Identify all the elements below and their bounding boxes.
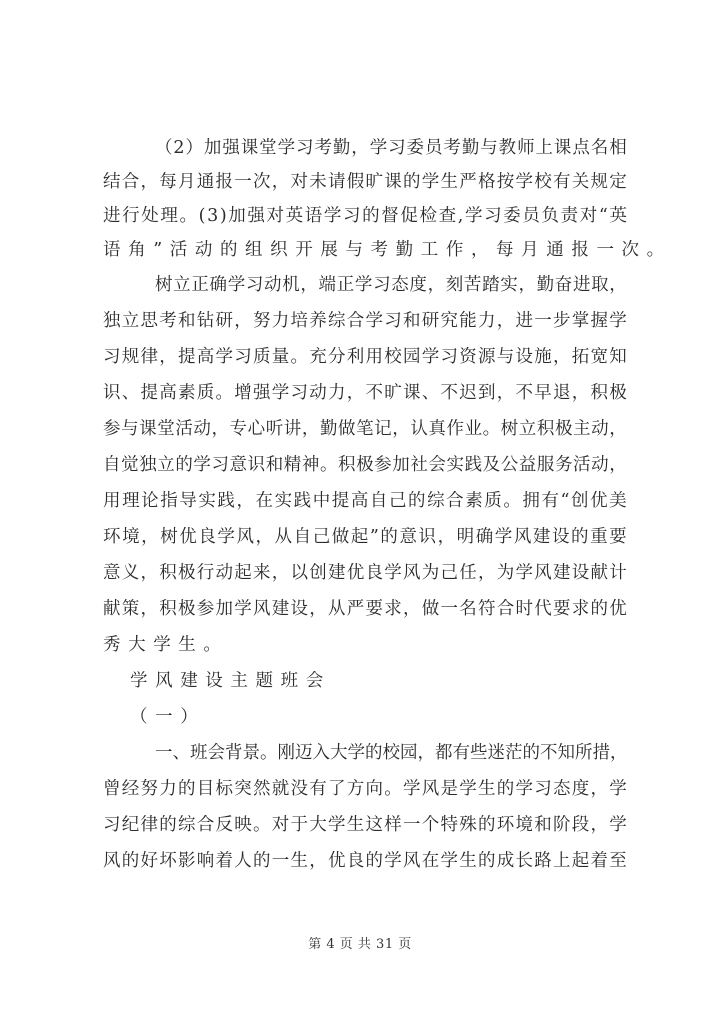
paragraph-line: （ 2 ） 加 强 课 堂 学 习 考 勤 ， 学 习 委 员 考 勤 与 教 师 上 课 点 名 相 xyxy=(155,138,627,158)
paragraph-line: 用 理 论 指 导 实 践 ， 在 实 践 中 提 高 自 己 的 综 合 素 质 。 拥 有 “ 创 优 美 xyxy=(103,491,627,511)
paragraph-line: 识 、 提 高 素 质 。 增 强 学 习 动 力 ， 不 旷 课 、 不 迟 到 ， 不 早 退 ， 积 极 xyxy=(103,383,627,403)
section-heading: 学风建设主题班会 xyxy=(130,671,331,691)
paragraph-line: 树 立 正 确 学 习 动 机 ， 端 正 学 习 态 度 ， 刻 苦 踏 实 ， 勤 奋 进 取 ， xyxy=(155,275,627,295)
paragraph-line: 风 的 好 坏 影 响 着 人 的 一 生 ， 优 良 的 学 风 在 学 生 的 成 长 路 上 起 着 至 xyxy=(103,851,627,871)
paragraph-line: 献 策 ， 积 极 参 加 学 风 建 设 ， 从 严 要 求 ， 做 一 名 符 合 时 代 要 求 的 优 xyxy=(103,599,627,619)
subsection-heading: （一） xyxy=(130,707,206,727)
paragraph-line: 习 纪 律 的 综 合 反 映 。 对 于 大 学 生 这 样 一 个 特 殊 的 环 境 和 阶 段 ， 学 xyxy=(103,815,627,835)
paragraph-line: 一 、 班 会 背 景 。 刚 迈 入 大 学 的 校 园 ， 都 有 些 迷 茫 的 不 知 所 措 ， xyxy=(155,743,628,763)
paragraph-line: 参 与 课 堂 活 动 ， 专 心 听 讲 ， 勤 做 笔 记 ， 认 真 作 业 。 树 立 积 极 主 动 ， xyxy=(103,419,627,439)
paragraph-line: 语角”活动的组织开展与考勤工作，每月通报一次。 xyxy=(103,240,672,260)
page-number: 第 4 页 共 31 页 xyxy=(308,937,412,952)
paragraph-line: 自 觉 独 立 的 学 习 意 识 和 精 神 。 积 极 参 加 社 会 实 践 及 公 益 服 务 活 动 ， xyxy=(103,455,627,475)
paragraph-line: 习 规 律 ， 提 高 学 习 质 量 。 充 分 利 用 校 园 学 习 资 源 与 设 施 ， 拓 宽 知 xyxy=(103,347,627,367)
paragraph-line: 进 行 处 理 。 ( 3 ) 加 强 对 英 语 学 习 的 督 促 检 查 , 学 习 委 员 负 责 对 “ 英 xyxy=(103,206,627,226)
paragraph-line: 曾 经 努 力 的 目 标 突 然 就 没 有 了 方 向 。 学 风 是 学 生 的 学 习 态 度 ， 学 xyxy=(103,779,627,799)
paragraph-line: 结 合 ， 每 月 通 报 一 次 ， 对 未 请 假 旷 课 的 学 生 严 格 按 学 校 有 关 规 定 xyxy=(103,172,627,192)
paragraph-line: 意 义 ， 积 极 行 动 起 来 ， 以 创 建 优 良 学 风 为 己 任 ， 为 学 风 建 设 献 计 xyxy=(103,563,627,583)
paragraph-line: 独 立 思 考 和 钻 研 ， 努 力 培 养 综 合 学 习 和 研 究 能 力 ， 进 一 步 掌 握 学 xyxy=(103,311,627,331)
paragraph-line: 环 境 ， 树 优 良 学 风 ， 从 自 己 做 起 ” 的 意 识 ， 明 确 学 风 建 设 的 重 要 xyxy=(103,527,627,547)
paragraph-line: 秀大学生。 xyxy=(103,635,229,655)
